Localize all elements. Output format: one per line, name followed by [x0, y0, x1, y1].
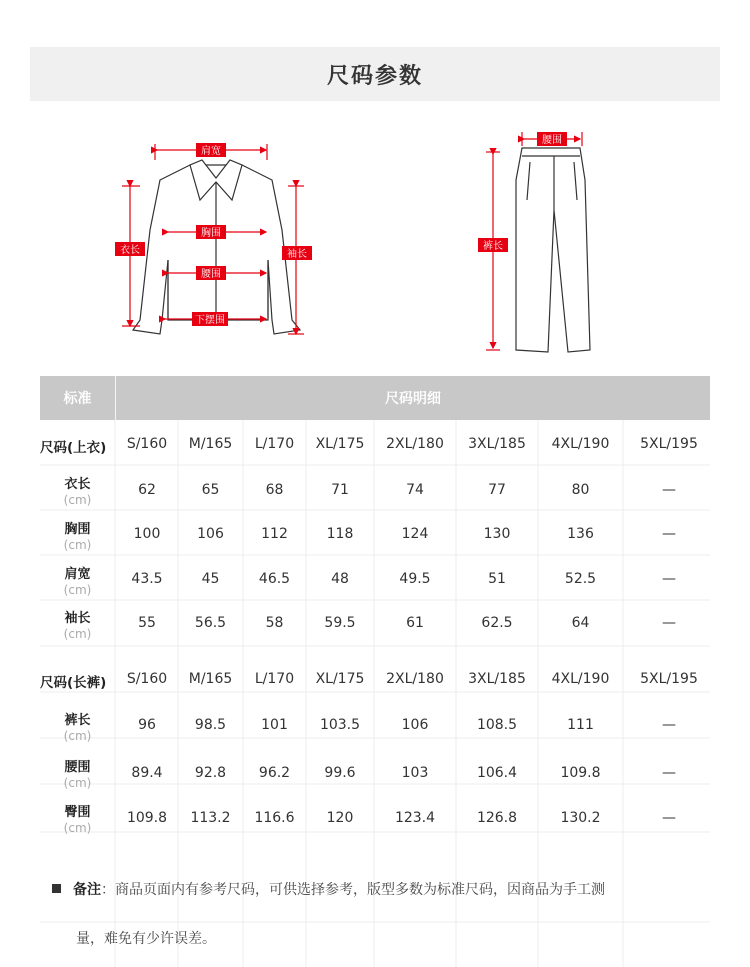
- size-cell: S/160: [126, 436, 168, 452]
- value-cell: 98.5: [194, 717, 227, 733]
- value-cell: 62.5: [481, 615, 513, 631]
- title-bar: [30, 47, 720, 101]
- value-cell: 101: [261, 717, 288, 733]
- value-cell: 130: [483, 526, 511, 542]
- value-cell: —: [662, 810, 676, 826]
- value-cell: 99.6: [324, 765, 356, 781]
- size-cell: 5XL/195: [640, 671, 698, 687]
- value-cell: 124: [401, 526, 429, 542]
- value-cell: 48: [331, 571, 349, 587]
- size-cell: L/170: [254, 436, 295, 452]
- value-cell: 43.5: [131, 571, 163, 587]
- row-label-length: 衣长 (cm): [63, 477, 92, 507]
- note-line1: 商品页面内有参考尺码，可供选择参考，版型多数为标准尺码，因商品为手工测: [115, 882, 605, 898]
- value-cell: —: [662, 765, 676, 781]
- value-cell: 58: [265, 615, 284, 631]
- size-cell: 4XL/190: [551, 436, 610, 452]
- value-cell: 126.8: [476, 810, 518, 826]
- value-cell: 112: [261, 526, 288, 542]
- note: [52, 880, 605, 900]
- value-cell: 96.2: [258, 765, 291, 781]
- value-cell: 96: [138, 717, 156, 733]
- size-cell: S/160: [126, 671, 168, 687]
- value-cell: —: [662, 717, 676, 733]
- garment-diagram: [0, 120, 750, 360]
- value-cell: —: [662, 571, 676, 587]
- value-cell: 100: [133, 526, 161, 542]
- row-label-pants-waist: 腰围 (cm): [63, 760, 92, 790]
- size-cell: M/165: [188, 671, 233, 687]
- label-chest: [196, 225, 226, 239]
- label-waist: [196, 266, 226, 280]
- value-cell: 52.5: [564, 571, 597, 587]
- value-cell: 65: [201, 482, 220, 498]
- value-cell: 74: [406, 482, 424, 498]
- svg-text:袖长: 袖长: [287, 249, 307, 260]
- value-cell: 49.5: [399, 571, 431, 587]
- size-label-top: 尺码(上衣): [40, 440, 107, 456]
- value-cell: 113.2: [190, 810, 231, 826]
- label-hem: [192, 312, 228, 326]
- size-cell: 5XL/195: [640, 436, 698, 452]
- label-pants-waist: [537, 132, 567, 146]
- svg-text:衣长: 衣长: [120, 245, 140, 256]
- size-cell: 2XL/180: [386, 671, 444, 687]
- svg-text:下摆围: 下摆围: [195, 315, 225, 326]
- value-cell: 106: [401, 717, 429, 733]
- svg-text:胸围: 胸围: [201, 228, 221, 239]
- value-cell: 123.4: [394, 810, 436, 826]
- size-cell: XL/175: [315, 436, 365, 452]
- value-cell: 111: [567, 717, 594, 733]
- note-line2: 量，难免有少许误差。: [76, 931, 216, 947]
- value-cell: 109.8: [126, 810, 168, 826]
- page-title: 尺码参数: [326, 63, 423, 89]
- size-cell: 4XL/190: [551, 671, 610, 687]
- value-cell: 62: [138, 482, 156, 498]
- size-cell: 3XL/185: [468, 436, 526, 452]
- value-cell: 103: [401, 765, 429, 781]
- value-cell: —: [662, 615, 676, 631]
- value-cell: 108.5: [476, 717, 518, 733]
- value-cell: 51: [488, 571, 506, 587]
- header-size-detail: 尺码明细: [116, 376, 710, 420]
- note-colon: ：: [101, 882, 115, 898]
- value-cell: 64: [571, 615, 590, 631]
- value-cell: 89.4: [131, 765, 163, 781]
- value-cell: 46.5: [258, 571, 291, 587]
- value-cell: 116.6: [254, 810, 295, 826]
- size-cell: 2XL/180: [386, 436, 444, 452]
- label-pants-length: [478, 238, 508, 252]
- value-cell: 118: [326, 526, 354, 542]
- value-cell: 106.4: [476, 765, 518, 781]
- value-cell: —: [662, 526, 676, 542]
- value-cell: 71: [331, 482, 349, 498]
- row-label-pants-length: 裤长 (cm): [63, 713, 92, 743]
- value-cell: 68: [265, 482, 284, 498]
- value-cell: —: [662, 482, 676, 498]
- value-cell: 103.5: [319, 717, 361, 733]
- header-standard: 标准: [40, 376, 115, 420]
- size-label-pants: 尺码(长裤): [40, 675, 107, 691]
- svg-text:裤长: 裤长: [483, 241, 503, 252]
- shirt-illustration: [133, 160, 300, 334]
- note-label: 备注: [73, 882, 101, 898]
- row-label-shoulder: 肩宽 (cm): [63, 567, 92, 597]
- value-cell: 77: [488, 482, 506, 498]
- value-cell: 109.8: [560, 765, 601, 781]
- size-cell: L/170: [254, 671, 295, 687]
- pants-illustration: [516, 148, 590, 352]
- value-cell: 80: [571, 482, 590, 498]
- row-label-hip: 臀围 (cm): [63, 805, 92, 835]
- row-label-sleeve: 袖长 (cm): [63, 611, 92, 641]
- size-cell: XL/175: [315, 671, 365, 687]
- svg-text:腰围: 腰围: [201, 269, 221, 280]
- value-cell: 136: [567, 526, 594, 542]
- svg-text:肩宽: 肩宽: [201, 146, 221, 157]
- value-cell: 106: [197, 526, 224, 542]
- label-shoulder: [196, 143, 226, 157]
- svg-text:腰围: 腰围: [542, 135, 562, 146]
- size-cell: 3XL/185: [468, 671, 526, 687]
- value-cell: 130.2: [560, 810, 601, 826]
- value-cell: 45: [201, 571, 220, 587]
- value-cell: 120: [326, 810, 354, 826]
- value-cell: 61: [406, 615, 424, 631]
- label-sleeve: [282, 246, 312, 260]
- size-cell: M/165: [188, 436, 233, 452]
- label-length: [115, 242, 145, 256]
- row-label-chest: 胸围 (cm): [63, 522, 92, 552]
- square-bullet-icon: [52, 884, 61, 893]
- value-cell: 92.8: [194, 765, 227, 781]
- value-cell: 59.5: [324, 615, 356, 631]
- value-cell: 55: [138, 615, 156, 631]
- value-cell: 56.5: [194, 615, 227, 631]
